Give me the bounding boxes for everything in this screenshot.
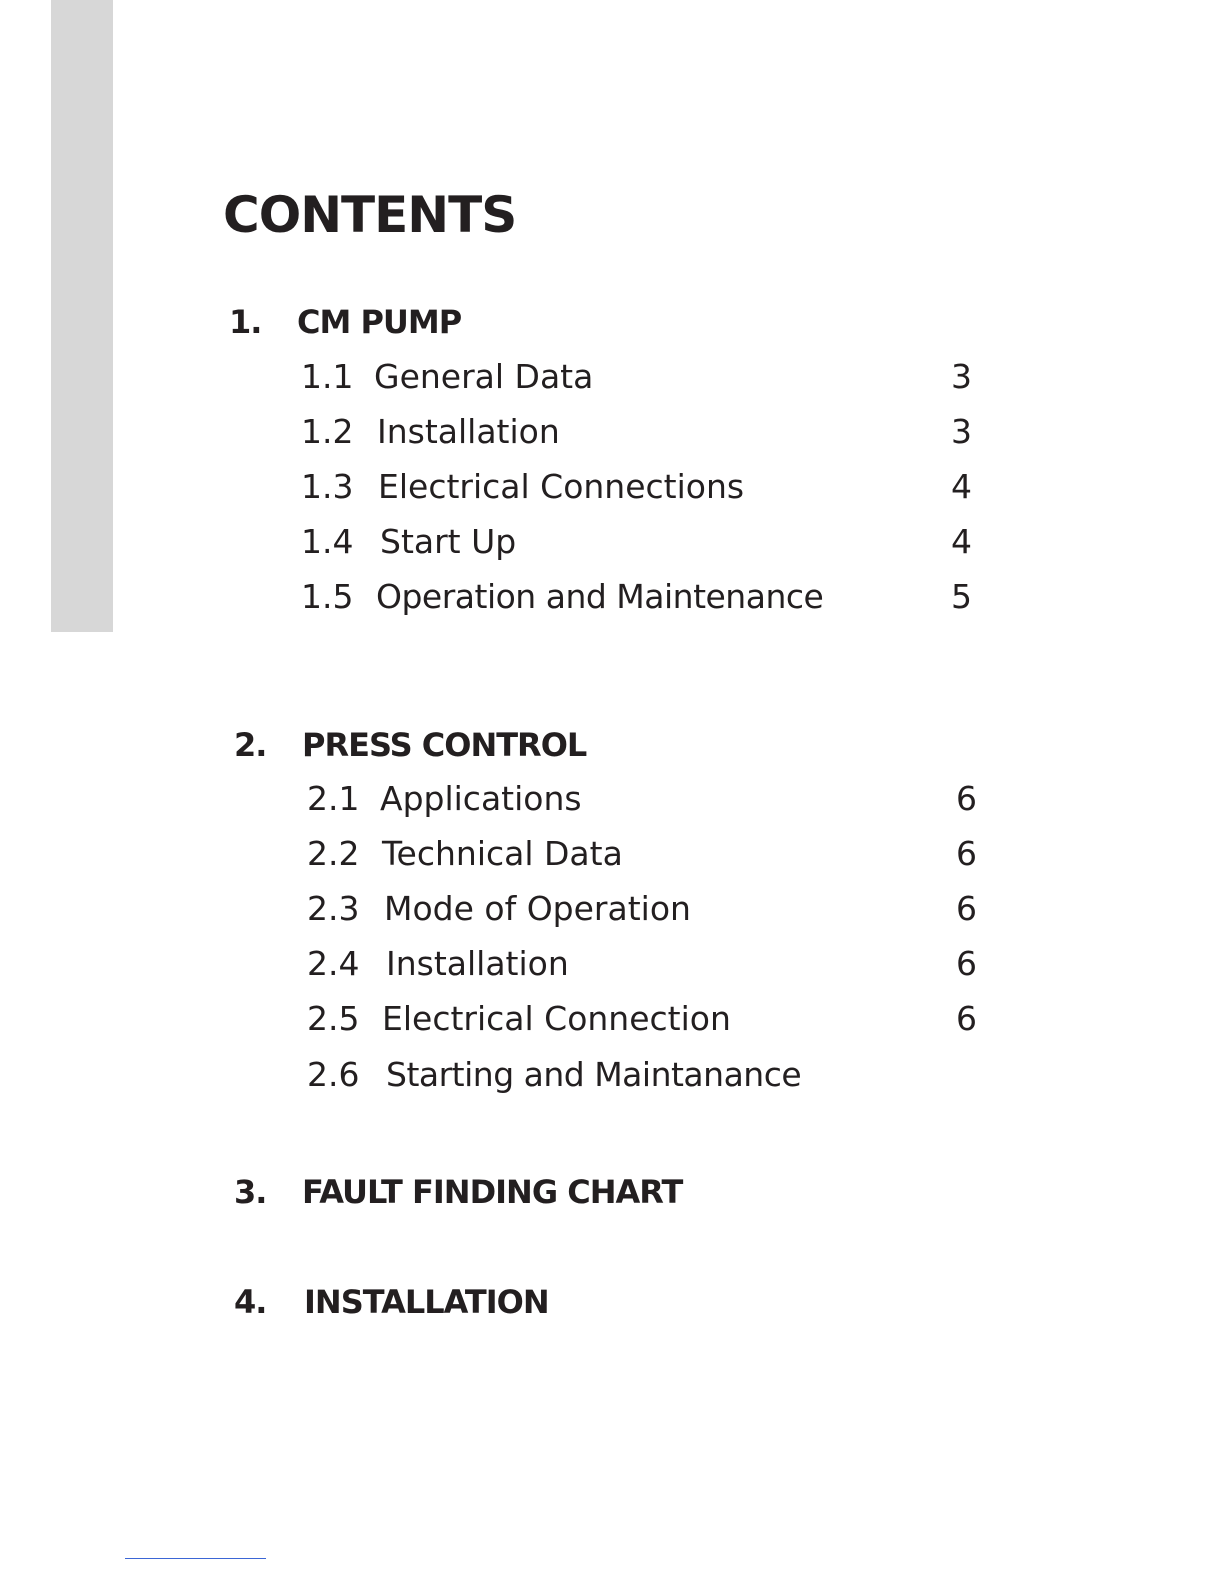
section-number: 3. [234,1173,267,1211]
entry-page-number: 6 [956,944,977,983]
section-number: 2. [234,726,267,764]
entry-label: Operation and Maintenance [376,577,824,616]
entry-number: 1.4 [301,522,354,561]
entry-number: 2.5 [307,999,360,1038]
section-title: CM PUMP [297,303,462,341]
entry-number: 2.3 [307,889,360,928]
side-tab-bar [51,0,113,632]
entry-number: 2.1 [307,779,360,818]
entry-label: Electrical Connections [378,467,745,506]
section-number: 4. [234,1283,267,1321]
entry-label: Electrical Connection [382,999,731,1038]
section-title: INSTALLATION [304,1283,549,1321]
page-title: CONTENTS [223,186,517,244]
footer-rule [125,1558,266,1559]
entry-label: Installation [386,944,569,983]
entry-label: Technical Data [382,834,623,873]
entry-number: 2.6 [307,1055,360,1094]
entry-number: 1.2 [301,412,354,451]
entry-label: Installation [377,412,560,451]
entry-number: 1.5 [301,577,354,616]
section-number: 1. [229,303,262,341]
entry-page-number: 6 [956,834,977,873]
entry-page-number: 6 [956,779,977,818]
entry-page-number: 4 [951,467,972,506]
entry-label: Starting and Maintanance [386,1055,802,1094]
entry-page-number: 4 [951,522,972,561]
entry-page-number: 6 [956,889,977,928]
entry-number: 1.3 [301,467,354,506]
section-title: FAULT FINDING CHART [302,1173,683,1211]
entry-page-number: 5 [951,577,972,616]
entry-label: General Data [374,357,594,396]
entry-number: 2.4 [307,944,360,983]
entry-label: Applications [380,779,582,818]
entry-number: 2.2 [307,834,360,873]
entry-label: Start Up [380,522,517,561]
entry-page-number: 3 [951,357,972,396]
entry-number: 1.1 [301,357,354,396]
section-title: PRESS CONTROL [302,726,587,764]
entry-page-number: 6 [956,999,977,1038]
entry-page-number: 3 [951,412,972,451]
entry-label: Mode of Operation [384,889,691,928]
